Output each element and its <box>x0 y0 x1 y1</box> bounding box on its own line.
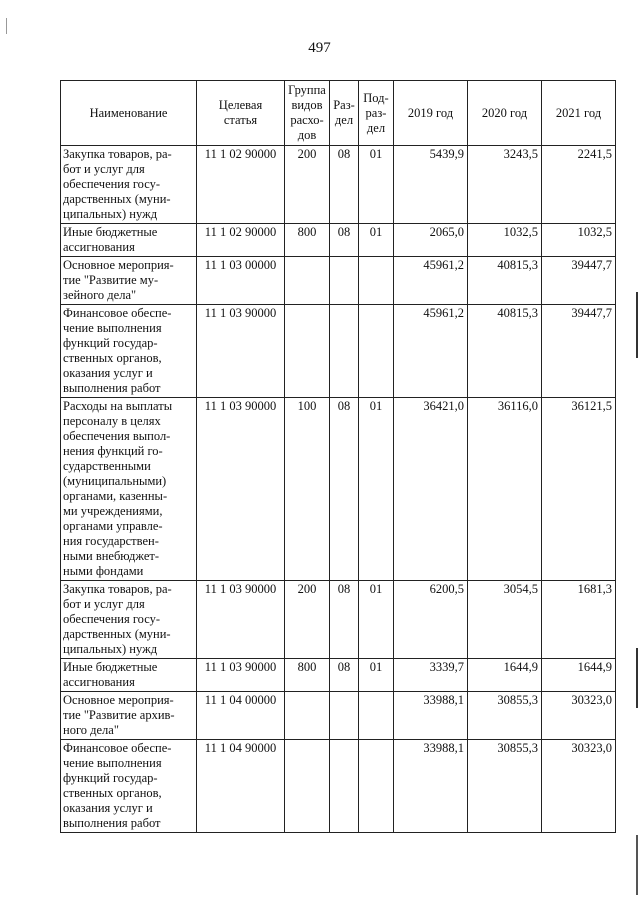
header-section: Раз- дел <box>330 81 359 146</box>
cell-section: 08 <box>330 659 359 692</box>
cell-name: Финансовое обеспе- чение выполнения функций государ- ственных органов, оказания услуг и выполнения работ <box>61 305 197 398</box>
cell-2021: 39447,7 <box>542 257 616 305</box>
cell-2020: 3243,5 <box>468 146 542 224</box>
cell-section: 08 <box>330 581 359 659</box>
cell-2021: 36121,5 <box>542 398 616 581</box>
page-number: 497 <box>308 40 331 56</box>
cell-article: 11 1 04 90000 <box>197 740 285 833</box>
cell-subsection: 01 <box>359 146 394 224</box>
cell-group <box>285 257 330 305</box>
cell-2021: 1644,9 <box>542 659 616 692</box>
cell-2020: 36116,0 <box>468 398 542 581</box>
cell-2020: 30855,3 <box>468 740 542 833</box>
cell-2019: 6200,5 <box>394 581 468 659</box>
cell-subsection: 01 <box>359 398 394 581</box>
cell-article: 11 1 04 00000 <box>197 692 285 740</box>
table-row <box>61 146 616 224</box>
cell-2019: 3339,7 <box>394 659 468 692</box>
cell-subsection <box>359 692 394 740</box>
cell-article: 11 1 03 90000 <box>197 581 285 659</box>
cell-2020: 40815,3 <box>468 305 542 398</box>
cell-2021: 2241,5 <box>542 146 616 224</box>
cell-subsection: 01 <box>359 659 394 692</box>
cell-group: 800 <box>285 224 330 257</box>
cell-name: Иные бюджетные ассигнования <box>61 224 197 257</box>
cell-2020: 40815,3 <box>468 257 542 305</box>
cell-name: Основное мероприя- тие "Развитие архив- ного дела" <box>61 692 197 740</box>
cell-name: Закупка товаров, ра- бот и услуг для обеспечения госу- дарственных (муни- ципальных) нужд <box>61 146 197 224</box>
cell-article: 11 1 03 90000 <box>197 305 285 398</box>
header-name: Наименование <box>61 81 197 146</box>
cell-subsection: 01 <box>359 581 394 659</box>
scan-edge-mark <box>636 648 638 708</box>
table-header-row <box>61 81 616 146</box>
cell-group <box>285 740 330 833</box>
cell-2021: 1681,3 <box>542 581 616 659</box>
header-2020: 2020 год <box>468 81 542 146</box>
cell-name: Закупка товаров, ра- бот и услуг для обеспечения госу- дарственных (муни- ципальных) нужд <box>61 581 197 659</box>
cell-subsection <box>359 740 394 833</box>
cell-2019: 45961,2 <box>394 257 468 305</box>
cell-group <box>285 692 330 740</box>
header-article: Целевая статья <box>197 81 285 146</box>
cell-2019: 36421,0 <box>394 398 468 581</box>
cell-subsection <box>359 257 394 305</box>
cell-group: 200 <box>285 581 330 659</box>
cell-2021: 39447,7 <box>542 305 616 398</box>
cell-section <box>330 257 359 305</box>
header-group: Группа видов расхо- дов <box>285 81 330 146</box>
cell-2019: 5439,9 <box>394 146 468 224</box>
cell-section <box>330 305 359 398</box>
header-2021: 2021 год <box>542 81 616 146</box>
cell-2021: 1032,5 <box>542 224 616 257</box>
cell-2019: 2065,0 <box>394 224 468 257</box>
cell-group: 200 <box>285 146 330 224</box>
table-row <box>61 305 616 398</box>
cell-2020: 3054,5 <box>468 581 542 659</box>
cell-name: Расходы на выплаты персоналу в целях обеспечения выпол- нения функций го- сударственными (муниципальными) органами, казенны- ми учреждениями, органами управле- ния государствен- ными внебюджет- ными фондами <box>61 398 197 581</box>
cell-name: Финансовое обеспе- чение выполнения функций государ- ственных органов, оказания услуг и выполнения работ <box>61 740 197 833</box>
table-row <box>61 224 616 257</box>
scan-edge-mark <box>6 18 7 34</box>
cell-2021: 30323,0 <box>542 740 616 833</box>
cell-article: 11 1 02 90000 <box>197 224 285 257</box>
scan-edge-mark <box>636 835 638 895</box>
cell-section: 08 <box>330 146 359 224</box>
cell-article: 11 1 03 90000 <box>197 659 285 692</box>
table-row <box>61 659 616 692</box>
table-row <box>61 692 616 740</box>
cell-2020: 1644,9 <box>468 659 542 692</box>
cell-2019: 33988,1 <box>394 740 468 833</box>
cell-group: 800 <box>285 659 330 692</box>
header-2019: 2019 год <box>394 81 468 146</box>
cell-2020: 30855,3 <box>468 692 542 740</box>
cell-2020: 1032,5 <box>468 224 542 257</box>
table-row <box>61 581 616 659</box>
cell-article: 11 1 02 90000 <box>197 146 285 224</box>
scan-edge-mark <box>636 292 638 358</box>
cell-name: Основное мероприя- тие "Развитие му- зейного дела" <box>61 257 197 305</box>
cell-article: 11 1 03 00000 <box>197 257 285 305</box>
cell-section <box>330 692 359 740</box>
cell-name: Иные бюджетные ассигнования <box>61 659 197 692</box>
cell-2019: 33988,1 <box>394 692 468 740</box>
table-row <box>61 740 616 833</box>
cell-section: 08 <box>330 398 359 581</box>
cell-subsection <box>359 305 394 398</box>
table-row <box>61 398 616 581</box>
cell-group <box>285 305 330 398</box>
cell-2021: 30323,0 <box>542 692 616 740</box>
header-subsection: Под- раз- дел <box>359 81 394 146</box>
cell-section <box>330 740 359 833</box>
cell-article: 11 1 03 90000 <box>197 398 285 581</box>
budget-table <box>60 80 616 833</box>
table-row <box>61 257 616 305</box>
cell-subsection: 01 <box>359 224 394 257</box>
cell-group: 100 <box>285 398 330 581</box>
cell-section: 08 <box>330 224 359 257</box>
cell-2019: 45961,2 <box>394 305 468 398</box>
